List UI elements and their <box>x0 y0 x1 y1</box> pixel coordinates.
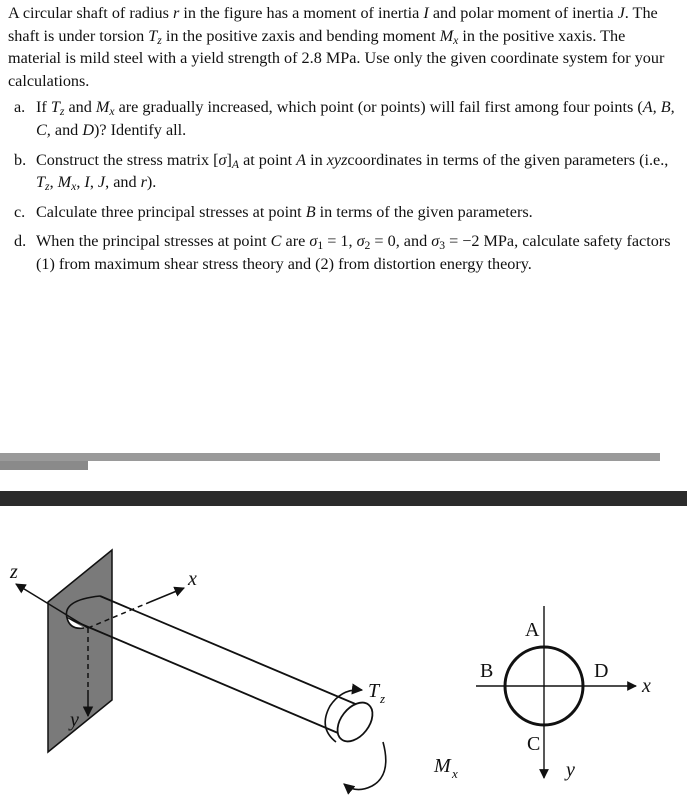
question-text: Calculate three principal stresses at point <box>36 202 306 221</box>
shaft-figure <box>0 506 687 798</box>
var-r: r <box>140 173 147 192</box>
comma: , <box>89 173 98 192</box>
comma: , and <box>105 173 141 192</box>
moment-sub: x <box>452 766 458 781</box>
var-M: M <box>439 26 454 45</box>
torsion-sub: z <box>380 691 386 706</box>
var-M: M <box>57 173 72 192</box>
question-label: d. <box>14 232 27 251</box>
question-label: b. <box>14 150 27 169</box>
fixed-wall <box>48 550 112 752</box>
question-text: are gradually increased, which point (or points) will fail first among four points ( <box>114 98 643 117</box>
question-list <box>8 96 680 275</box>
question-text: = 0, and <box>370 232 432 251</box>
sigma-3-sub: 3 <box>439 239 446 253</box>
section-x-label: x <box>642 675 651 697</box>
question-label: a. <box>14 98 26 117</box>
shaft-body <box>66 596 379 748</box>
question-text: coordinates in terms of the given parameters (i.e., <box>347 150 669 169</box>
point-D-label: D <box>594 660 609 682</box>
var-r: r <box>172 4 180 22</box>
question-text: If <box>36 98 51 117</box>
x-axis-label: x <box>188 568 197 590</box>
point-B: B <box>305 202 316 221</box>
point-C: C <box>270 232 282 251</box>
question-text: are <box>281 232 310 251</box>
var-J: J <box>617 4 625 22</box>
var-xyz: xyz <box>326 150 348 169</box>
problem-intro <box>8 2 680 92</box>
question-text: in <box>306 150 327 169</box>
var-sigma-2: σ <box>356 232 365 251</box>
y-axis-label: y <box>70 709 79 731</box>
scroll-divider-bar <box>0 453 660 461</box>
question-text: = 1, <box>323 232 357 251</box>
comma: , <box>76 173 85 192</box>
var-T: T <box>50 98 60 117</box>
question-b <box>8 149 680 194</box>
point-A-label: A <box>525 619 540 641</box>
sigma-2-sub: 2 <box>364 239 371 253</box>
scroll-divider-thumb <box>0 461 88 470</box>
var-sigma: σ <box>218 150 227 169</box>
point-D: D <box>82 120 95 139</box>
intro-text: in the figure has a moment of inertia <box>179 4 424 22</box>
intro-text: in the positive xaxis. The material is mild steel with a yield strength of 2.8 MPa. Use only the given coordinate system for your calculations. <box>8 26 665 90</box>
var-I: I <box>84 173 90 192</box>
var-A-sub: A <box>231 157 240 171</box>
var-T: T <box>148 26 158 45</box>
figure-header-bar <box>0 491 687 506</box>
intro-text: . The shaft is under torsion <box>8 4 658 45</box>
cross-section <box>476 606 636 778</box>
var-T: T <box>36 173 46 192</box>
point-C-label: C <box>527 733 541 755</box>
torsion-label: T <box>368 680 380 702</box>
question-text: at point <box>239 150 297 169</box>
var-T-sub: z <box>59 105 65 119</box>
intro-text: and polar moment of inertia <box>428 4 618 22</box>
point-list: A, B, C, <box>36 98 675 139</box>
point-B-label: B <box>480 660 494 682</box>
moment-label: M <box>434 755 451 777</box>
var-M-sub: x <box>453 33 459 47</box>
question-text: ). <box>146 173 157 192</box>
question-text: Construct the stress matrix [ <box>36 150 219 169</box>
var-I: I <box>423 4 429 22</box>
question-label: c. <box>14 202 26 221</box>
var-M-sub: x <box>109 105 115 119</box>
z-axis-label: z <box>10 561 18 583</box>
sigma-1-sub: 1 <box>317 239 324 253</box>
var-T-sub: z <box>157 33 162 47</box>
point-A: A <box>296 150 307 169</box>
question-text: = −2 MPa, calculate safety factors (1) from maximum shear stress theory and (2) from distortion energy theory. <box>36 232 671 273</box>
comma: , <box>49 173 58 192</box>
section-y-label: y <box>566 759 575 781</box>
question-c <box>8 201 680 224</box>
var-sigma-3: σ <box>431 232 440 251</box>
var-M-sub: x <box>71 180 77 194</box>
x-axis-line <box>150 588 184 602</box>
var-J: J <box>97 173 106 192</box>
question-text: )? Identify all. <box>94 120 187 139</box>
var-sigma-1: σ <box>309 232 318 251</box>
question-text: and <box>50 120 83 139</box>
question-d <box>8 230 680 275</box>
problem-statement <box>8 2 680 283</box>
var-M: M <box>95 98 110 117</box>
question-a <box>8 96 680 141</box>
question-text: and <box>64 98 96 117</box>
moment-arrow <box>344 742 386 790</box>
intro-text: in the positive zaxis and bending moment <box>161 26 440 45</box>
question-text: ] <box>226 150 232 169</box>
question-text: When the principal stresses at point <box>36 232 271 251</box>
var-T-sub: z <box>45 180 50 194</box>
question-text: in terms of the given parameters. <box>315 202 533 221</box>
intro-text: A circular shaft of radius <box>8 4 173 22</box>
